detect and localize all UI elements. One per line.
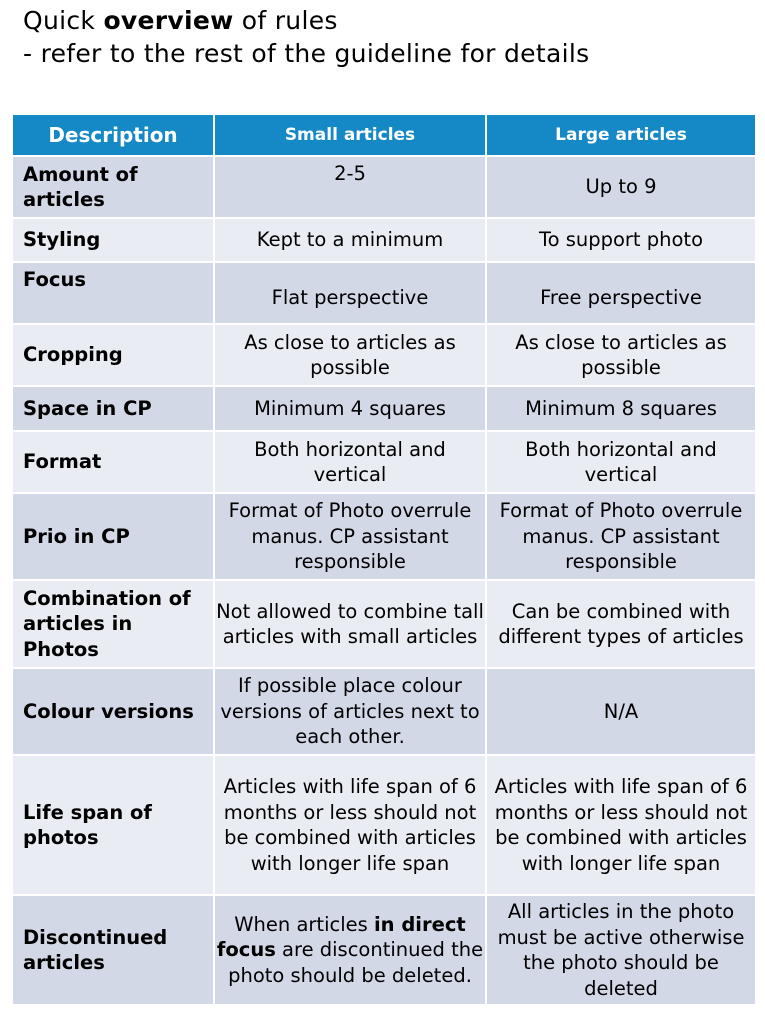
cell-small bbox=[214, 895, 486, 1005]
cell-large: N/A bbox=[486, 668, 756, 755]
table-row bbox=[12, 324, 756, 386]
table-row bbox=[12, 493, 756, 580]
row-label: Discontinued articles bbox=[12, 895, 214, 1005]
cell-large: Articles with life span of 6 months or less should not be combined with articles with longer life span bbox=[486, 755, 756, 895]
row-label: Format bbox=[12, 431, 214, 493]
title-line-2: - refer to the rest of the guideline for details bbox=[23, 39, 590, 68]
cell-large: Both horizontal and vertical bbox=[486, 431, 756, 493]
cell-text-bold: in direct focus bbox=[216, 912, 466, 962]
row-label: Prio in CP bbox=[12, 493, 214, 580]
row-label: Cropping bbox=[12, 324, 214, 386]
cell-large: Up to 9 bbox=[486, 156, 756, 218]
table-row bbox=[12, 580, 756, 668]
header-large-articles: Large articles bbox=[486, 114, 756, 156]
title-text-bold: overview bbox=[103, 6, 234, 35]
cell-large: Can be combined with different types of articles bbox=[486, 580, 756, 668]
cell-small: 2-5 bbox=[214, 156, 486, 218]
cell-small: Kept to a minimum bbox=[214, 218, 486, 262]
table-row bbox=[12, 218, 756, 262]
table-row bbox=[12, 386, 756, 431]
row-label: Colour versions bbox=[12, 668, 214, 755]
cell-large: Format of Photo overrule manus. CP assistant responsible bbox=[486, 493, 756, 580]
table-header-row bbox=[12, 114, 756, 156]
cell-text: are discontinued the photo should be deleted. bbox=[228, 938, 484, 987]
cell-large: To support photo bbox=[486, 218, 756, 262]
row-label: Combination of articles in Photos bbox=[12, 580, 214, 668]
table-row bbox=[12, 156, 756, 218]
row-label: Focus bbox=[12, 262, 214, 324]
page-title bbox=[23, 4, 589, 70]
row-label: Space in CP bbox=[12, 386, 214, 431]
cell-small: If possible place colour versions of articles next to each other. bbox=[214, 668, 486, 755]
cell-large: Free perspective bbox=[486, 262, 756, 324]
table-row bbox=[12, 755, 756, 895]
cell-text: When articles bbox=[234, 912, 374, 936]
cell-small: Format of Photo overrule manus. CP assistant responsible bbox=[214, 493, 486, 580]
row-label: Styling bbox=[12, 218, 214, 262]
cell-large: As close to articles as possible bbox=[486, 324, 756, 386]
table-row bbox=[12, 668, 756, 755]
table-row bbox=[12, 431, 756, 493]
header-description: Description bbox=[12, 114, 214, 156]
title-text-post: of rules bbox=[233, 6, 338, 35]
cell-large: All articles in the photo must be active otherwise the photo should be deleted bbox=[486, 895, 756, 1005]
cell-small: Not allowed to combine tall articles with small articles bbox=[214, 580, 486, 668]
cell-small: Both horizontal and vertical bbox=[214, 431, 486, 493]
table-row bbox=[12, 262, 756, 324]
row-label: Life span of photos bbox=[12, 755, 214, 895]
title-line-1 bbox=[23, 4, 589, 37]
table-row bbox=[12, 895, 756, 1005]
cell-small: Articles with life span of 6 months or less should not be combined with articles with longer life span bbox=[214, 755, 486, 895]
row-label: Amount of articles bbox=[12, 156, 214, 218]
cell-small: Minimum 4 squares bbox=[214, 386, 486, 431]
cell-small: Flat perspective bbox=[214, 262, 486, 324]
cell-small: As close to articles as possible bbox=[214, 324, 486, 386]
cell-large: Minimum 8 squares bbox=[486, 386, 756, 431]
header-small-articles: Small articles bbox=[214, 114, 486, 156]
rules-table bbox=[11, 113, 757, 1006]
title-text-pre: Quick bbox=[23, 6, 104, 35]
